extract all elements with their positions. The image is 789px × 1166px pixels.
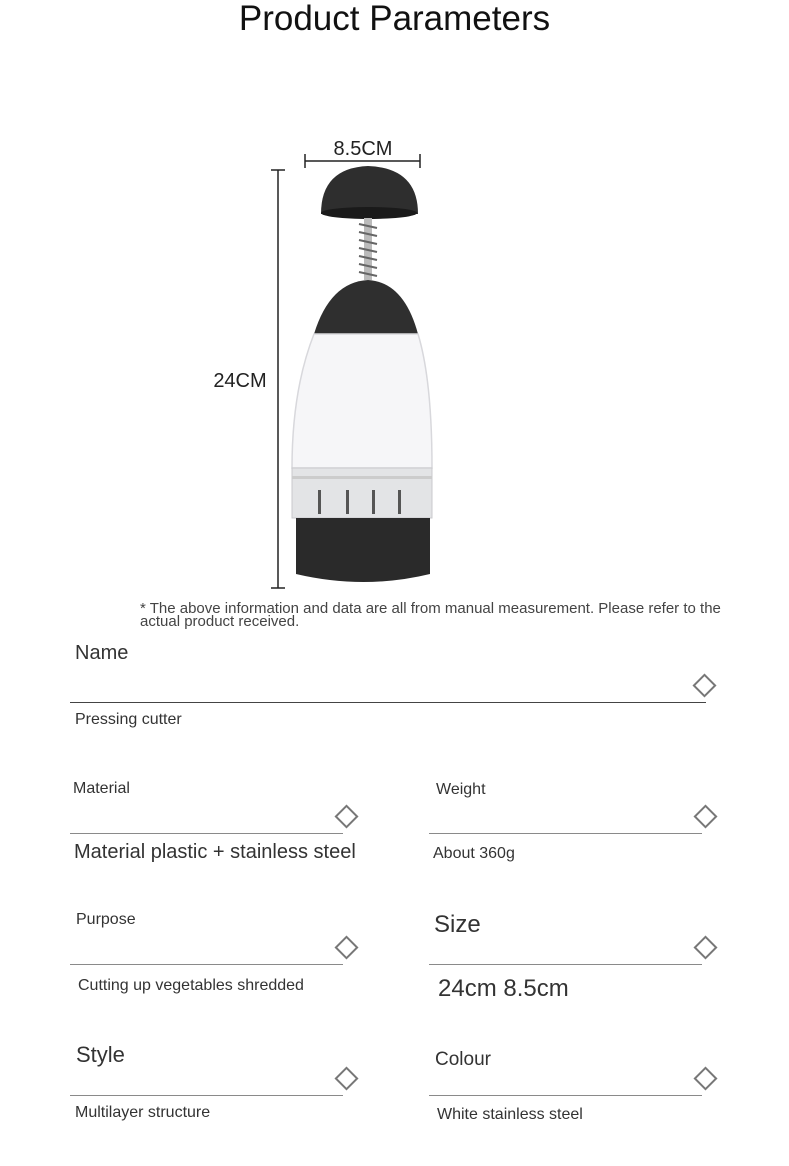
width-label: 8.5CM	[333, 138, 393, 160]
spec-weight-label: Weight	[436, 781, 486, 798]
spec-purpose-divider	[70, 964, 343, 965]
spec-material-label: Material	[73, 780, 130, 797]
spec-weight-divider	[429, 833, 702, 834]
spec-style-label: Style	[76, 1042, 125, 1067]
spec-name-value: Pressing cutter	[75, 711, 182, 728]
page-title: Product Parameters	[238, 0, 551, 38]
diamond-icon	[692, 673, 716, 697]
spec-name	[70, 640, 720, 735]
spec-style-divider	[70, 1095, 343, 1096]
spec-colour-label: Colour	[435, 1049, 491, 1070]
diamond-icon	[693, 804, 717, 828]
diamond-icon	[693, 935, 717, 959]
spec-size-value: 24cm 8.5cm	[438, 975, 569, 1002]
spec-material-divider	[70, 833, 343, 834]
spec-purpose-value: Cutting up vegetables shredded	[78, 977, 304, 994]
spec-size	[429, 909, 729, 1004]
spec-size-label: Size	[434, 911, 481, 938]
spec-weight-value: About 360g	[433, 845, 515, 862]
spec-purpose-label: Purpose	[76, 911, 136, 928]
spec-colour-divider	[429, 1095, 702, 1096]
spec-colour-value: White stainless steel	[437, 1106, 583, 1123]
diamond-icon	[334, 1066, 358, 1090]
spec-style-value: Multilayer structure	[75, 1104, 211, 1121]
spec-material-value: Material plastic + stainless steel	[74, 841, 356, 863]
diamond-icon	[693, 1066, 717, 1090]
product-figure	[195, 130, 625, 600]
width-dimension	[305, 138, 420, 168]
spec-size-divider	[429, 964, 702, 965]
spec-style	[70, 1040, 370, 1135]
spec-purpose	[70, 909, 370, 999]
spec-colour	[429, 1040, 729, 1135]
diamond-icon	[334, 935, 358, 959]
spec-name-label: Name	[75, 642, 129, 664]
product-image	[292, 166, 432, 582]
spec-name-divider	[70, 702, 706, 703]
diamond-icon	[334, 804, 358, 828]
height-dimension	[213, 170, 285, 588]
measurement-note: * The above information and data are all from manual measurement. Please refer to the actual product received.	[140, 600, 721, 630]
spec-material	[70, 778, 370, 868]
spec-weight	[429, 778, 729, 868]
height-label: 24CM	[213, 370, 267, 392]
